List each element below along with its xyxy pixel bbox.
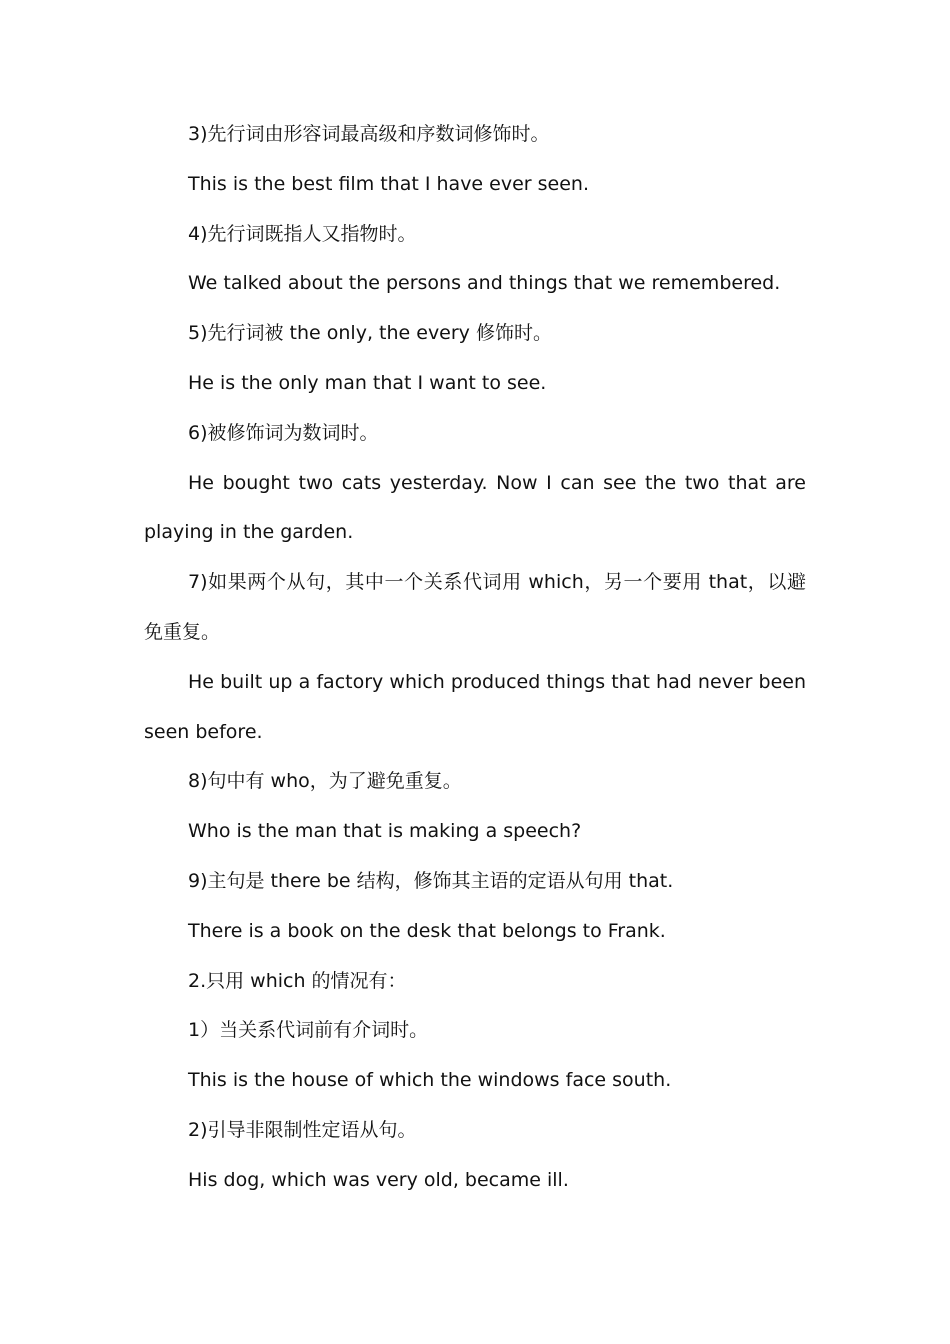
- example-8: Who is the man that is making a speech?: [188, 820, 582, 843]
- example-4: We talked about the persons and things that we remembered.: [188, 272, 781, 295]
- section-heading-which-only: 2.只用 which 的情况有：: [188, 969, 407, 992]
- example-3: This is the best film that I have ever seen.: [188, 172, 589, 195]
- example-7: He built up a factory which produced things that had never been seen before.: [144, 670, 806, 743]
- rule-8: 8)句中有 who，为了避免重复。: [188, 770, 462, 793]
- rule-7: 7)如果两个从句，其中一个关系代词用 which，另一个要用 that，以避免重复。: [144, 571, 806, 643]
- example-5: He is the only man that I want to see.: [188, 371, 547, 394]
- which-example-2: His dog, which was very old, became ill.: [188, 1168, 569, 1191]
- rule-9: 9)主句是 there be 结构，修饰其主语的定语从句用 that.: [188, 869, 674, 892]
- which-example-1: This is the house of which the windows face south.: [188, 1069, 672, 1092]
- which-rule-1: 1）当关系代词前有介词时。: [188, 1019, 429, 1042]
- which-rule-2: 2)引导非限制性定语从句。: [188, 1118, 417, 1141]
- rule-6: 6)被修饰词为数词时。: [188, 421, 379, 444]
- rule-4: 4)先行词既指人又指物时。: [188, 222, 417, 245]
- example-6: He bought two cats yesterday. Now I can see the two that are playing in the garden.: [144, 471, 806, 544]
- example-9: There is a book on the desk that belongs to Frank.: [188, 919, 666, 942]
- rule-3: 3)先行词由形容词最高级和序数词修饰时。: [188, 123, 550, 145]
- document-body: [144, 110, 806, 1206]
- rule-5: 5)先行词被 the only, the every 修饰时。: [188, 322, 552, 345]
